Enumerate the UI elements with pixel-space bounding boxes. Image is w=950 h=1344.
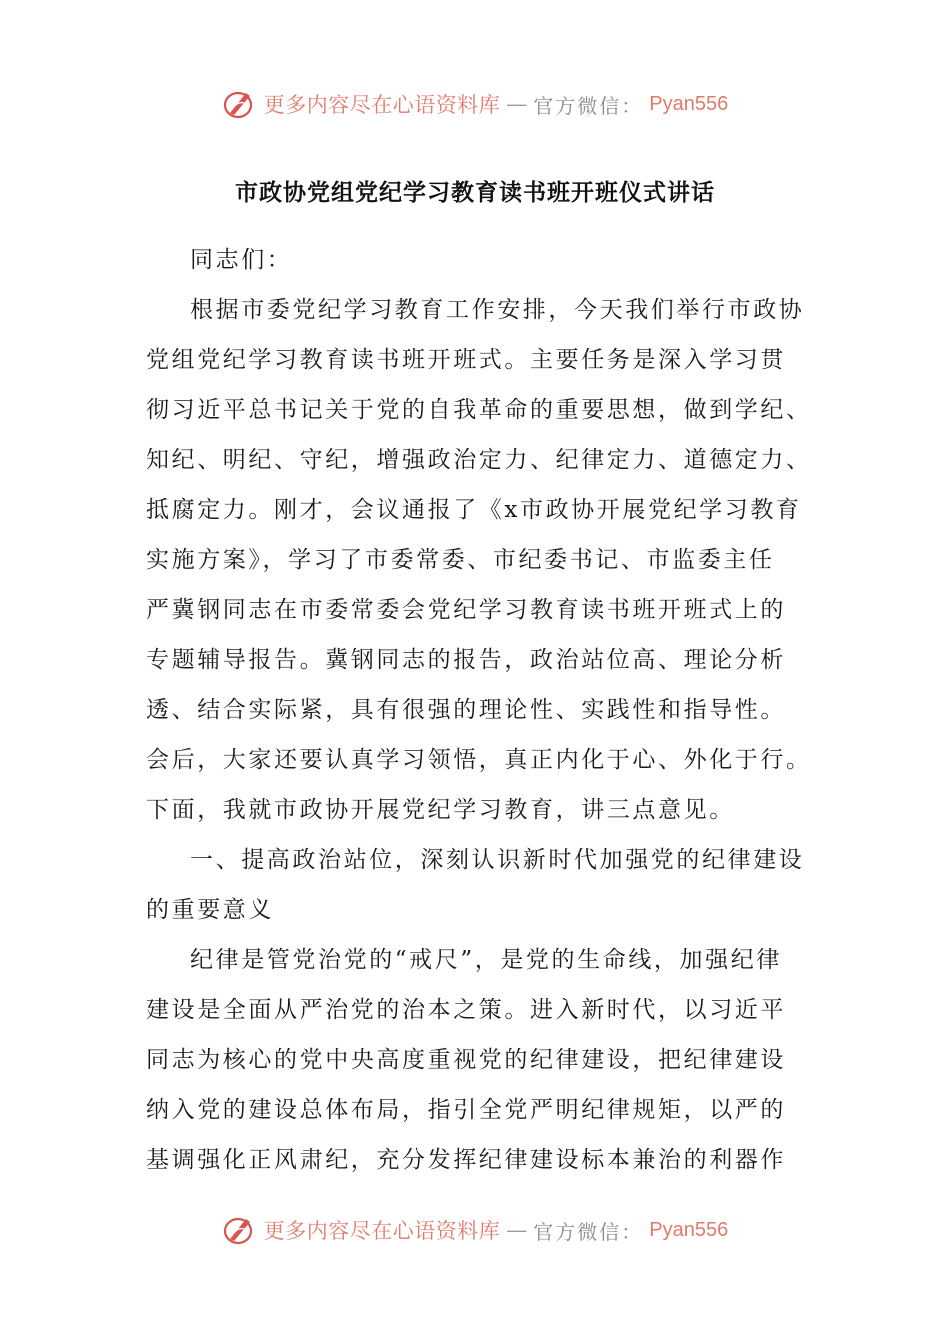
section-heading-line: 一、提高政治站位，深刻认识新时代加强党的纪律建设 <box>190 847 805 873</box>
watermark-separator: — <box>506 92 528 116</box>
body-line: 知纪、明纪、守纪，增强政治定力、纪律定力、道德定力、 <box>146 447 812 473</box>
header-watermark <box>0 84 950 124</box>
document-title: 市政协党组党纪学习教育读书班开班仪式讲话 <box>235 180 715 206</box>
watermark-account: Pyan556 <box>649 92 729 115</box>
document-body <box>146 235 812 1185</box>
salutation-line: 同志们： <box>190 247 293 273</box>
body-line: 根据市委党纪学习教育工作安排，今天我们举行市政协 <box>190 297 805 323</box>
watermark-label: 官方微信： <box>533 1219 644 1244</box>
footer-watermark <box>0 1210 950 1250</box>
body-line: 抵腐定力。刚才，会议通报了《x市政协开展党纪学习教育 <box>146 497 802 523</box>
body-line: 下面，我就市政协开展党纪学习教育，讲三点意见。 <box>146 797 735 823</box>
body-line: 建设是全面从严治党的治本之策。进入新时代，以习近平 <box>146 997 786 1023</box>
watermark-separator: — <box>506 1218 528 1242</box>
watermark-label: 官方微信： <box>533 93 644 118</box>
body-line: 纪律是管党治党的“戒尺”，是党的生命线，加强纪律 <box>190 947 782 973</box>
body-line: 实施方案》，学习了市委常委、市纪委书记、市监委主任 <box>146 547 775 573</box>
watermark-slogan: 更多内容尽在心语资料库 <box>263 93 501 117</box>
watermark-slogan: 更多内容尽在心语资料库 <box>263 1219 501 1243</box>
body-line: 透、结合实际紧，具有很强的理论性、实践性和指导性。 <box>146 697 786 723</box>
body-line: 同志为核心的党中央高度重视党的纪律建设，把纪律建设 <box>146 1047 786 1073</box>
body-line: 彻习近平总书记关于党的自我革命的重要思想，做到学纪、 <box>146 397 812 423</box>
quill-logo-icon <box>222 1213 258 1247</box>
body-line: 专题辅导报告。冀钢同志的报告，政治站位高、理论分析 <box>146 647 786 673</box>
body-line: 会后，大家还要认真学习领悟，真正内化于心、外化于行。 <box>146 747 812 773</box>
body-line: 党组党纪学习教育读书班开班式。主要任务是深入学习贯 <box>146 347 786 373</box>
watermark-account: Pyan556 <box>649 1218 729 1241</box>
body-line: 纳入党的建设总体布局，指引全党严明纪律规矩，以严的 <box>146 1097 786 1123</box>
body-line: 严冀钢同志在市委常委会党纪学习教育读书班开班式上的 <box>146 597 786 623</box>
section-heading-line: 的重要意义 <box>146 897 274 923</box>
quill-logo-icon <box>222 87 258 121</box>
body-line: 基调强化正风肃纪，充分发挥纪律建设标本兼治的利器作 <box>146 1147 786 1173</box>
